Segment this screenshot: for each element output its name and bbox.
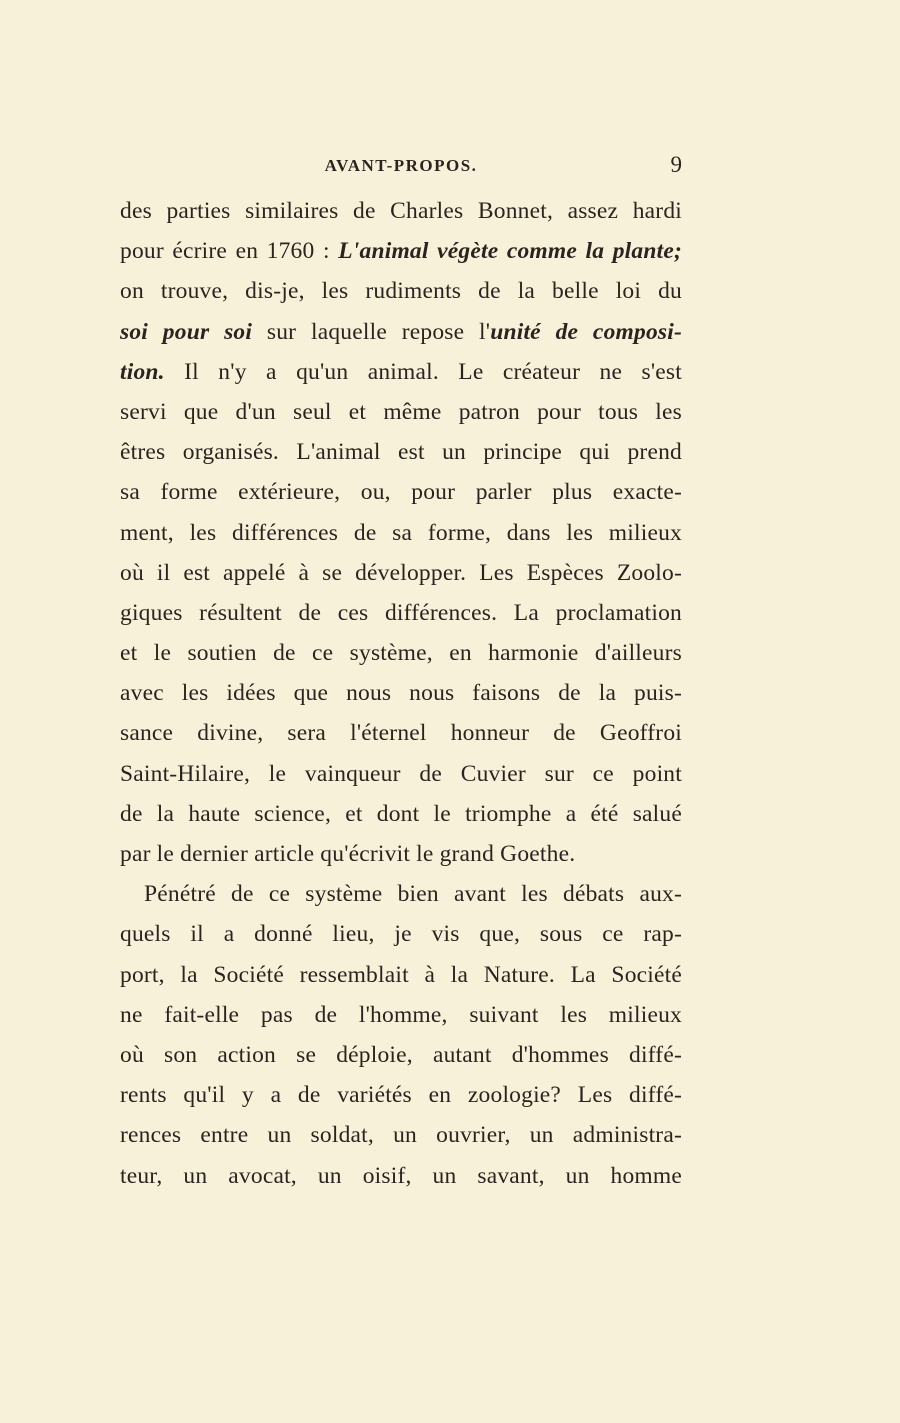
text-segment: et le soutien de ce système, en harmonie d'ailleurs bbox=[120, 640, 682, 667]
text-segment: de la haute science, et dont le triomphe a été salué bbox=[120, 800, 682, 827]
text-line bbox=[120, 1037, 682, 1077]
text-segment: pour écrire en 1760 : bbox=[120, 238, 339, 265]
running-title: AVANT-PROPOS. bbox=[324, 156, 478, 175]
text-line bbox=[120, 233, 682, 273]
text-segment: êtres organisés. L'animal est un principe qui prend bbox=[120, 439, 682, 466]
text-line bbox=[120, 876, 682, 916]
text-line bbox=[120, 595, 682, 635]
text-line bbox=[120, 1077, 682, 1117]
text-segment: rences entre un soldat, un ouvrier, un administra- bbox=[120, 1122, 682, 1149]
text-line bbox=[120, 756, 682, 796]
text-segment: sur laquelle repose l' bbox=[252, 318, 491, 345]
text-line bbox=[120, 193, 682, 233]
text-line bbox=[120, 836, 682, 876]
text-segment: Saint-Hilaire, le vainqueur de Cuvier sur ce point bbox=[120, 760, 682, 787]
text-segment: ment, les différences de sa forme, dans les milieux bbox=[120, 519, 682, 546]
text-line bbox=[120, 675, 682, 715]
text-line bbox=[120, 515, 682, 555]
text-line bbox=[120, 916, 682, 956]
text-line bbox=[120, 434, 682, 474]
text-line bbox=[120, 1117, 682, 1157]
text-line bbox=[120, 796, 682, 836]
text-segment: port, la Société ressemblait à la Nature. La Société bbox=[120, 961, 682, 988]
text-line bbox=[120, 273, 682, 313]
italic-text: unité de composi- bbox=[490, 318, 682, 345]
text-segment: par le dernier article qu'écrivit le grand Goethe. bbox=[120, 841, 576, 867]
text-segment: des parties similaires de Charles Bonnet, assez hardi bbox=[120, 198, 682, 224]
text-line bbox=[120, 635, 682, 675]
italic-text: soi pour soi bbox=[120, 318, 253, 345]
page-header bbox=[120, 152, 682, 182]
text-line bbox=[120, 1158, 682, 1198]
text-line bbox=[120, 997, 682, 1037]
text-segment: où il est appelé à se développer. Les Espèces Zoolo- bbox=[120, 559, 682, 586]
text-segment: sance divine, sera l'éternel honneur de Geoffroi bbox=[120, 720, 682, 747]
text-segment: Pénétré de ce système bien avant les débats aux- bbox=[144, 881, 682, 908]
text-segment: où son action se déploie, autant d'hommes diffé- bbox=[120, 1041, 682, 1068]
text-line bbox=[120, 715, 682, 755]
italic-text: tion. bbox=[120, 358, 165, 385]
text-segment: sa forme extérieure, ou, pour parler plus exacte- bbox=[120, 479, 682, 506]
text-segment: servi que d'un seul et même patron pour tous les bbox=[120, 398, 682, 425]
text-segment: on trouve, dis-je, les rudiments de la belle loi du bbox=[120, 278, 682, 305]
text-line bbox=[120, 474, 682, 514]
text-line bbox=[120, 354, 682, 394]
text-segment: Il n'y a qu'un animal. Le créateur ne s'est bbox=[164, 358, 682, 385]
text-line bbox=[120, 957, 682, 997]
text-line bbox=[120, 555, 682, 595]
text-segment: ne fait-elle pas de l'homme, suivant les milieux bbox=[120, 1001, 682, 1028]
text-segment: rents qu'il y a de variétés en zoologie? Les diffé- bbox=[120, 1082, 682, 1109]
text-line bbox=[120, 314, 682, 354]
text-segment: avec les idées que nous nous faisons de la puis- bbox=[120, 680, 682, 707]
text-line bbox=[120, 394, 682, 434]
text-segment: quels il a donné lieu, je vis que, sous ce rap- bbox=[120, 921, 682, 948]
page-number: 9 bbox=[670, 152, 682, 177]
italic-text: L'animal végète comme la plante; bbox=[338, 238, 682, 265]
body-text bbox=[120, 193, 682, 1198]
text-segment: giques résultent de ces différences. La proclamation bbox=[120, 599, 682, 626]
text-segment: teur, un avocat, un oisif, un savant, un homme bbox=[120, 1162, 682, 1189]
